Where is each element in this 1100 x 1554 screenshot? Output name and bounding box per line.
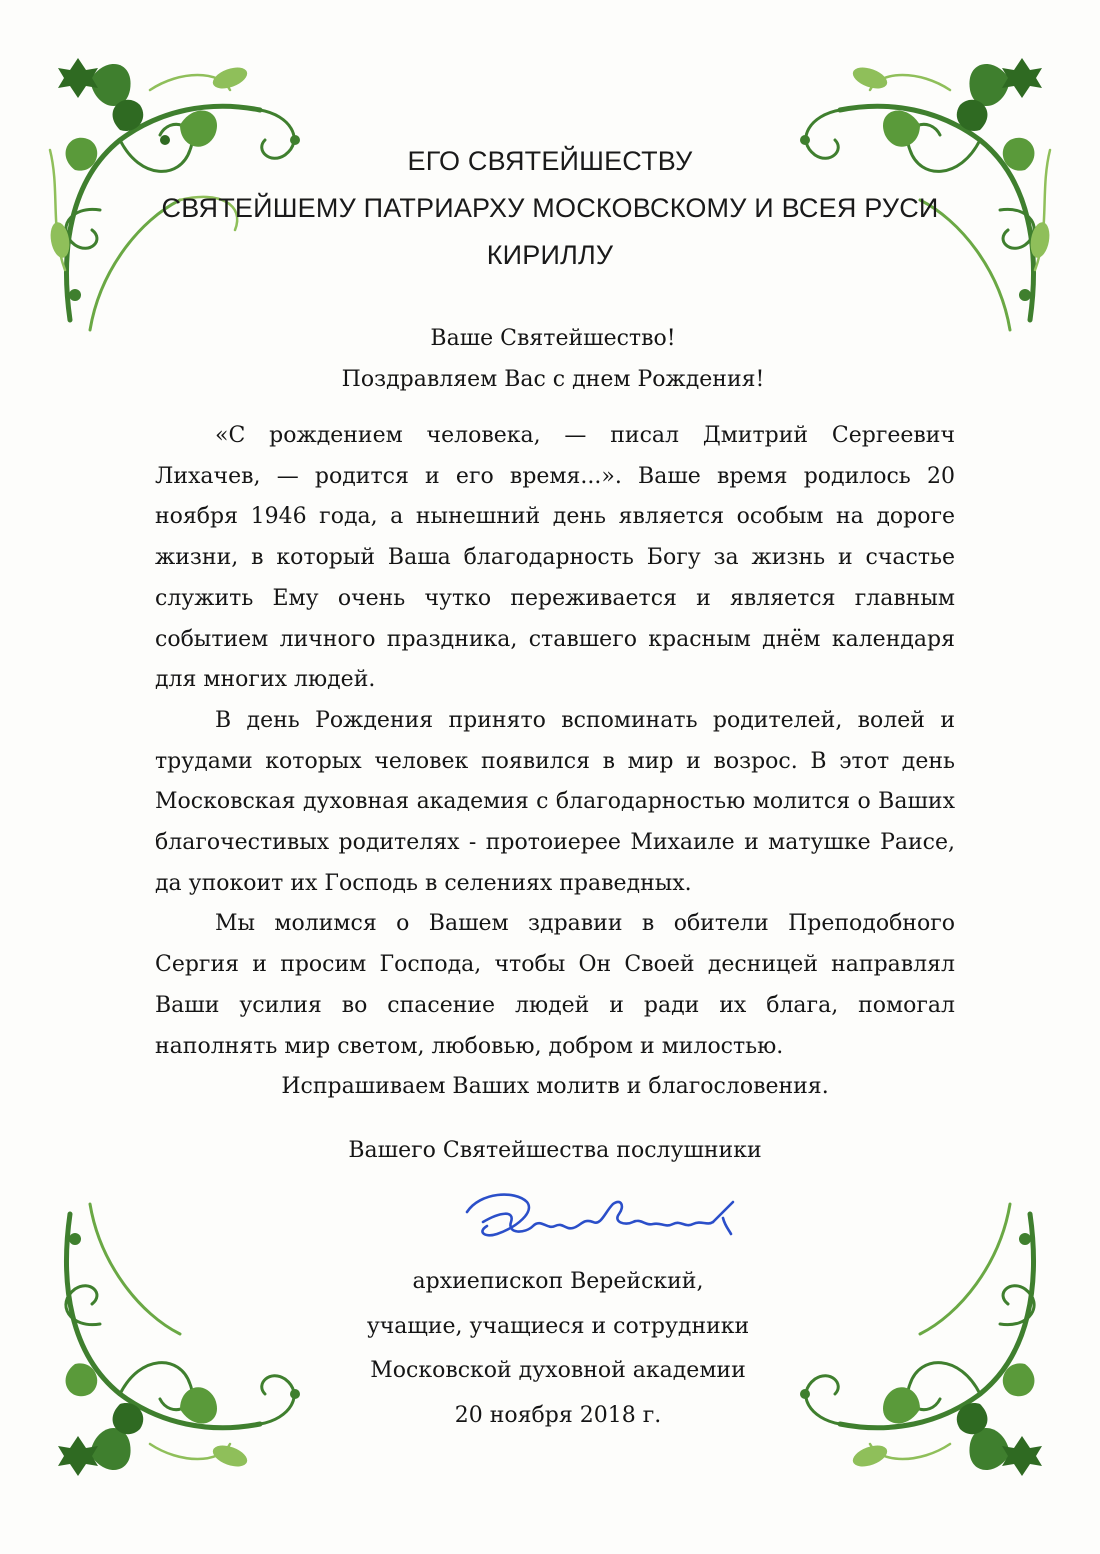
- greeting-block: [150, 318, 956, 400]
- signer-title: архиепископ Верейский,: [412, 1269, 704, 1294]
- congratulation-line: Поздравляем Вас с днем Рождения!: [341, 367, 765, 392]
- signer-institution: Московской духовной академии: [370, 1358, 746, 1383]
- heading-line-3: КИРИЛЛУ: [486, 240, 614, 270]
- letter-date: 20 ноября 2018 г.: [454, 1402, 662, 1428]
- closing-line: Вашего Святейшества послушники: [348, 1138, 762, 1163]
- signer-group: учащие, учащиеся и сотрудники: [366, 1313, 750, 1339]
- heading-line-2: СВЯТЕЙШЕМУ ПАТРИАРХУ МОСКОВСКОМУ И ВСЕЯ РУСИ: [161, 193, 939, 223]
- heading-line-1: ЕГО СВЯТЕЙШЕСТВУ: [407, 146, 693, 176]
- paragraph-1: «С рождением человека, — писал Дмитрий Сергеевич Лихачев, — родится и его время...». Ваше время родилось 20 ноября 1946 года, а нынешний день является особым на дороге жизни, в который Ваша благодарность Богу за жизнь и счастье служить Ему очень чутко переживается и является главным событием личного праздника, ставшего красным днём календаря для многих людей.: [155, 423, 955, 693]
- addressee-heading: [150, 138, 950, 279]
- salutation: Ваше Святейшество!: [430, 326, 676, 351]
- letter-body: [155, 416, 955, 1108]
- paragraph-3: Мы молимся о Вашем здравии в обители Преподобного Сергия и просим Господа, чтобы Он Своей десницей направлял Ваши усилия во спасение людей и ради их блага, помогал наполнять мир светом, любовью, добром и милостью.: [155, 911, 955, 1059]
- paragraph-2: В день Рождения принято вспоминать родителей, волей и трудами которых человек появился в мир и возрос. В этот день Московская духовная академия с благодарностью молится о Ваших благочестивых родителях - протоиерее Михаиле и матушке Раисе, да упокоит их Господь в селениях праведных.: [155, 707, 955, 896]
- handwritten-signature: [455, 1182, 745, 1272]
- paragraph-4: Испрашиваем Ваших молитв и благословения.: [281, 1074, 829, 1100]
- signers-block: [250, 1260, 866, 1438]
